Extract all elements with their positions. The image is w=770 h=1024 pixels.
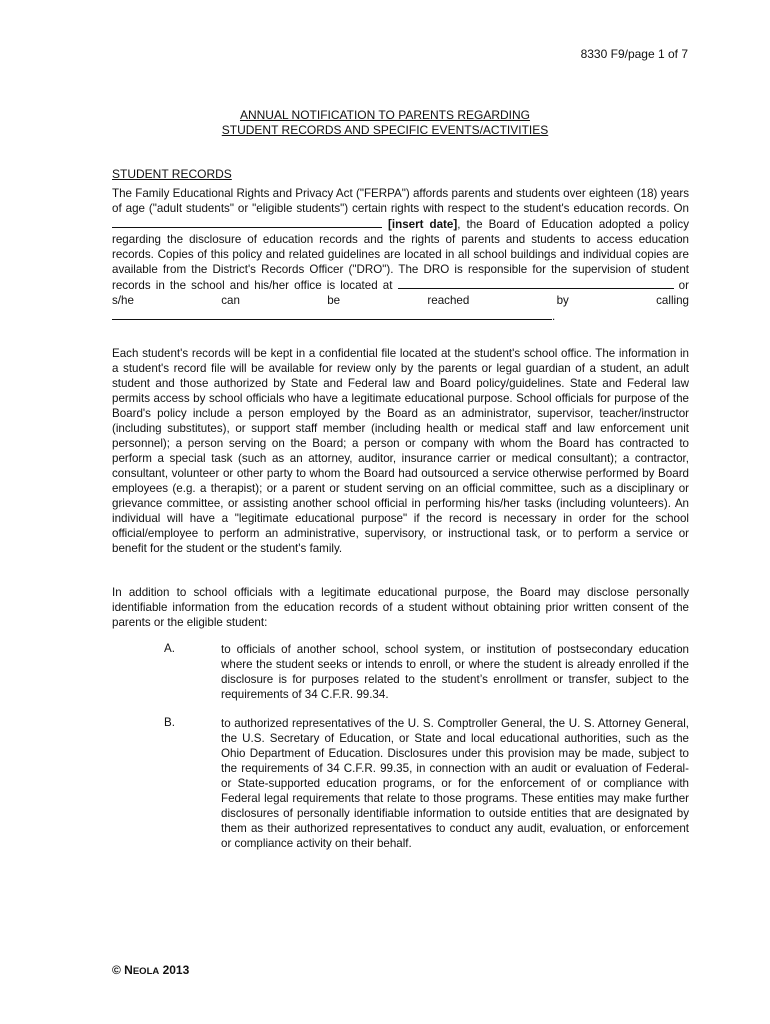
ferpa-text-4: . (552, 310, 556, 323)
office-location-blank (398, 277, 674, 289)
copyright-footer (112, 963, 189, 977)
list-item-letter: B. (164, 716, 175, 729)
section-heading: STUDENT RECORDS (112, 167, 232, 181)
copyright-mark: © N (112, 963, 133, 977)
ferpa-text-2: , the Board of Education adopted a policy regarding the disclosure of education records and the rights of parents and students to access education records. Copies of this policy and related guidelines are located in all school buildings and individual copies are available from the District's Records Officer ("DRO"). The DRO is responsible for the supervision of student records in the school and his/her office is located at (112, 218, 689, 292)
document-title (0, 108, 770, 138)
list-item-text: to officials of another school, school system, or institution of postsecondary education where the student seeks or intends to enroll, or where the student is already enrolled if the disclosure is for purposes related to the student’s enrollment or transfer, subject to the requirements of 34 C.F.R. 99.34. (221, 643, 689, 701)
copyright-year: 2013 (159, 963, 190, 977)
title-line-2: STUDENT RECORDS AND SPECIFIC EVENTS/ACTIVITIES (221, 123, 549, 137)
date-blank (112, 216, 382, 228)
records-paragraph: Each student's records will be kept in a confidential file located at the student's school office. The information in a student's record file will be available for review only by the parents or legal guardian of a student, an adult student and those authorized by State and Federal law and Board policy/guidelines. State and Federal law permits access by school officials who have a legitimate educational purpose. School officials for purpose of the Board's policy include a person employed by the Board as an administrator, supervisor, teacher/instructor (including substitutes), or support staff member (including health or medical staff and law enforcement unit personnel); a person serving on the Board; a person or company with whom the Board has contracted to perform a special task (such as an attorney, auditor, insurance carrier or medical consultant); a contractor, consultant, volunteer or other party to whom the Board had outsourced a service otherwise performed by Board employees (e.g. a therapist); or a parent or student serving on an official committee, such as a disciplinary or grievance committee, or assisting another school official in performing his/her tasks (including volunteers). An individual will have a "legitimate educational purpose" if the record is necessary in order for the school official/employee to perform an administrative, supervisory, or instructional task, or to perform a service or benefit for the student or the student's family. (112, 347, 689, 555)
title-line-1: ANNUAL NOTIFICATION TO PARENTS REGARDING (239, 108, 531, 122)
brand-name: EOLA (132, 966, 160, 977)
phone-blank (112, 308, 552, 320)
ferpa-text-1: The Family Educational Rights and Privacy Act ("FERPA") affords parents and students over eighteen (18) years of age ("adult students" or "eligible students") certain rights with respect to the student's education records. On (112, 187, 689, 215)
disclosure-paragraph: In addition to school officials with a legitimate educational purpose, the Board may disclose personally identifiable information from the education records of a student without obtaining prior written consent of the parents or the eligible student: (112, 586, 689, 629)
ferpa-paragraph (112, 186, 689, 324)
insert-date-label: [insert date] (388, 218, 458, 231)
ferpa-text-3: or s/he can be reached by calling (112, 279, 689, 307)
list-item-text: to authorized representatives of the U. S. Comptroller General, the U. S. Attorney General, the U.S. Secretary of Education, or State and local educational authorities, such as the Ohio Department of Education. Disclosures under this provision may be made, subject to the requirements of 34 C.F.R. 99.35, in connection with an audit or evaluation of Federal- or State-supported education programs, or for the enforcement of or compliance with Federal legal requirements that relate to those programs. These entities may make further disclosures of personally identifiable information to outside entities that are designated by them as their authorized representatives to conduct any audit, evaluation, or enforcement or compliance activity on their behalf. (221, 717, 689, 850)
list-item-letter: A. (164, 642, 175, 655)
page-reference: 8330 F9/page 1 of 7 (580, 47, 688, 61)
